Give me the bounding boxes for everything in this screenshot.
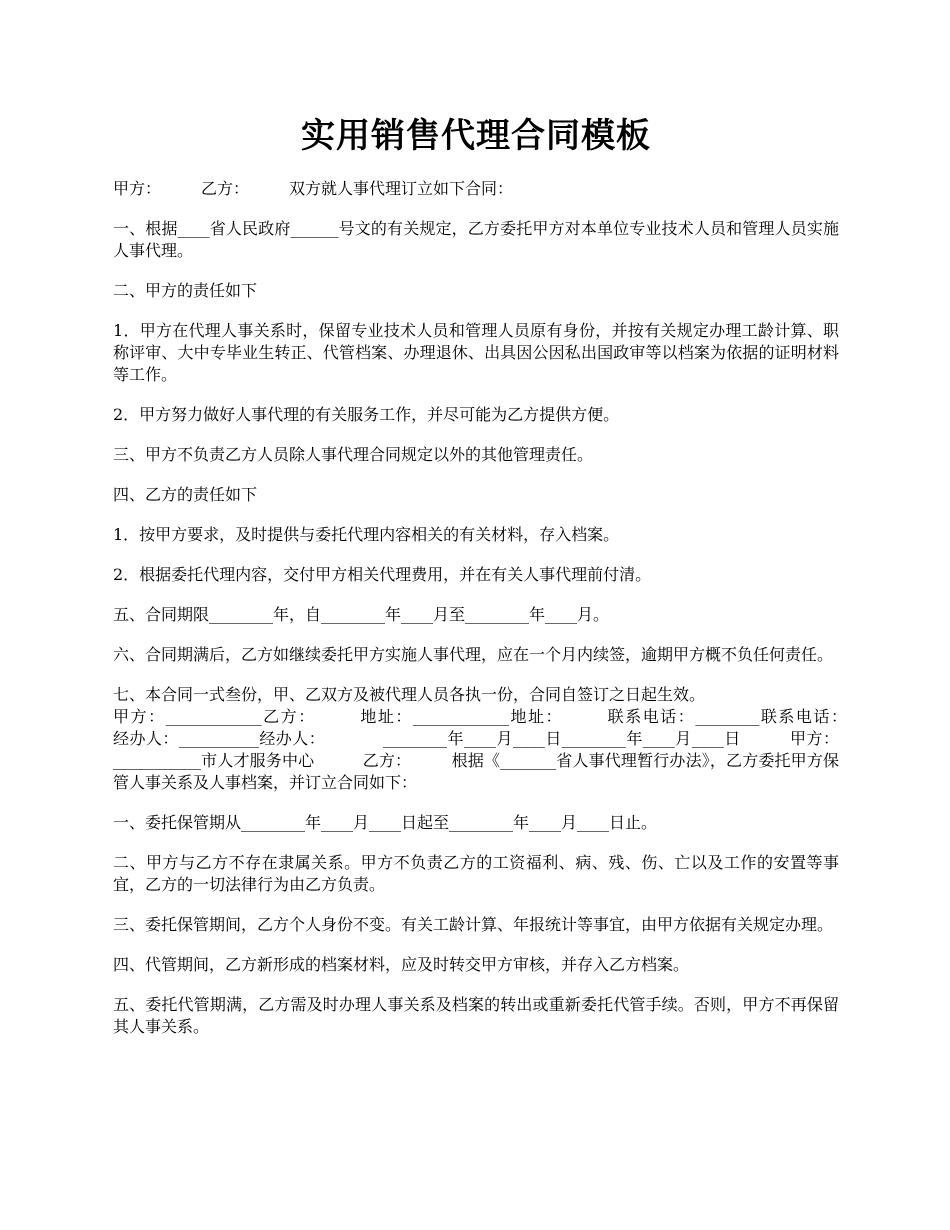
- signature-block: 甲方：____________乙方： 地址：____________地址： 联系电话：________联系电话： 经办人：__________经办人： ________年____月____日________年____月____日 甲方：___________市人才服务中心 乙方： 根据《_______省人事代理暂行办法》，乙方委托甲方保管人事关系及人事档案，并订立合同如下：: [113, 707, 888, 792]
- clause-6-renewal: 六、合同期满后，乙方如继续委托甲方实施人事代理，应在一个月内续签，逾期甲方概不负任何责任。: [113, 645, 834, 664]
- party-b-duty-2: 2．根据委托代理内容，交付甲方相关代理费用，并在有关人事代理前付清。: [113, 565, 652, 584]
- document-body: [113, 178, 888, 1056]
- party-a-duty-1: 1．甲方在代理人事关系时，保留专业技术人员和管理人员原有身份，并按有关规定办理工龄计算、职称评审、大中专毕业生转正、代管档案、办理退休、出具因公因私出国政审等以档案为依据的证明材料等工作。: [113, 321, 839, 384]
- clause-7-copies: 七、本合同一式叁份，甲、乙双方及被代理人员各执一份，合同自签订之日起生效。: [113, 685, 706, 704]
- custody-clause-4: 四、代管期间，乙方新形成的档案材料，应及时转交甲方审核，并存入乙方档案。: [113, 955, 690, 974]
- party-a-duty-2: 2．甲方努力做好人事代理的有关服务工作，并尽可能为乙方提供方便。: [113, 405, 620, 424]
- custody-clause-3: 三、委托保管期间，乙方个人身份不变。有关工龄计算、年报统计等事宜，由甲方依据有关规定办理。: [113, 915, 834, 934]
- section-heading-party-a-duties: 二、甲方的责任如下: [113, 281, 258, 300]
- parties-line: 甲方： 乙方： 双方就人事代理订立如下合同：: [113, 179, 514, 198]
- party-b-duty-1: 1．按甲方要求，及时提供与委托代理内容相关的有关材料，存入档案。: [113, 525, 620, 544]
- custody-clause-1: 一、委托保管期从________年____月____日起至________年____月____日止。: [113, 813, 658, 832]
- clause-5-term: 五、合同期限________年，自________年____月至________年____月。: [113, 605, 610, 624]
- custody-clause-2: 二、甲方与乙方不存在隶属关系。甲方不负责乙方的工资福利、病、残、伤、亡以及工作的安置等事宜，乙方的一切法律行为由乙方负责。: [113, 853, 839, 894]
- section-heading-party-b-duties: 四、乙方的责任如下: [113, 485, 258, 504]
- clause-3: 三、甲方不负责乙方人员除人事代理合同规定以外的其他管理责任。: [113, 445, 594, 464]
- document-title: 实用销售代理合同模板: [301, 116, 651, 156]
- custody-clause-5: 五、委托代管期满，乙方需及时办理人事关系及档案的转出或重新委托代管手续。否则，甲方不再保留其人事关系。: [113, 995, 839, 1036]
- clause-1: 一、根据____省人民政府______号文的有关规定，乙方委托甲方对本单位专业技术人员和管理人员实施人事代理。: [113, 219, 839, 260]
